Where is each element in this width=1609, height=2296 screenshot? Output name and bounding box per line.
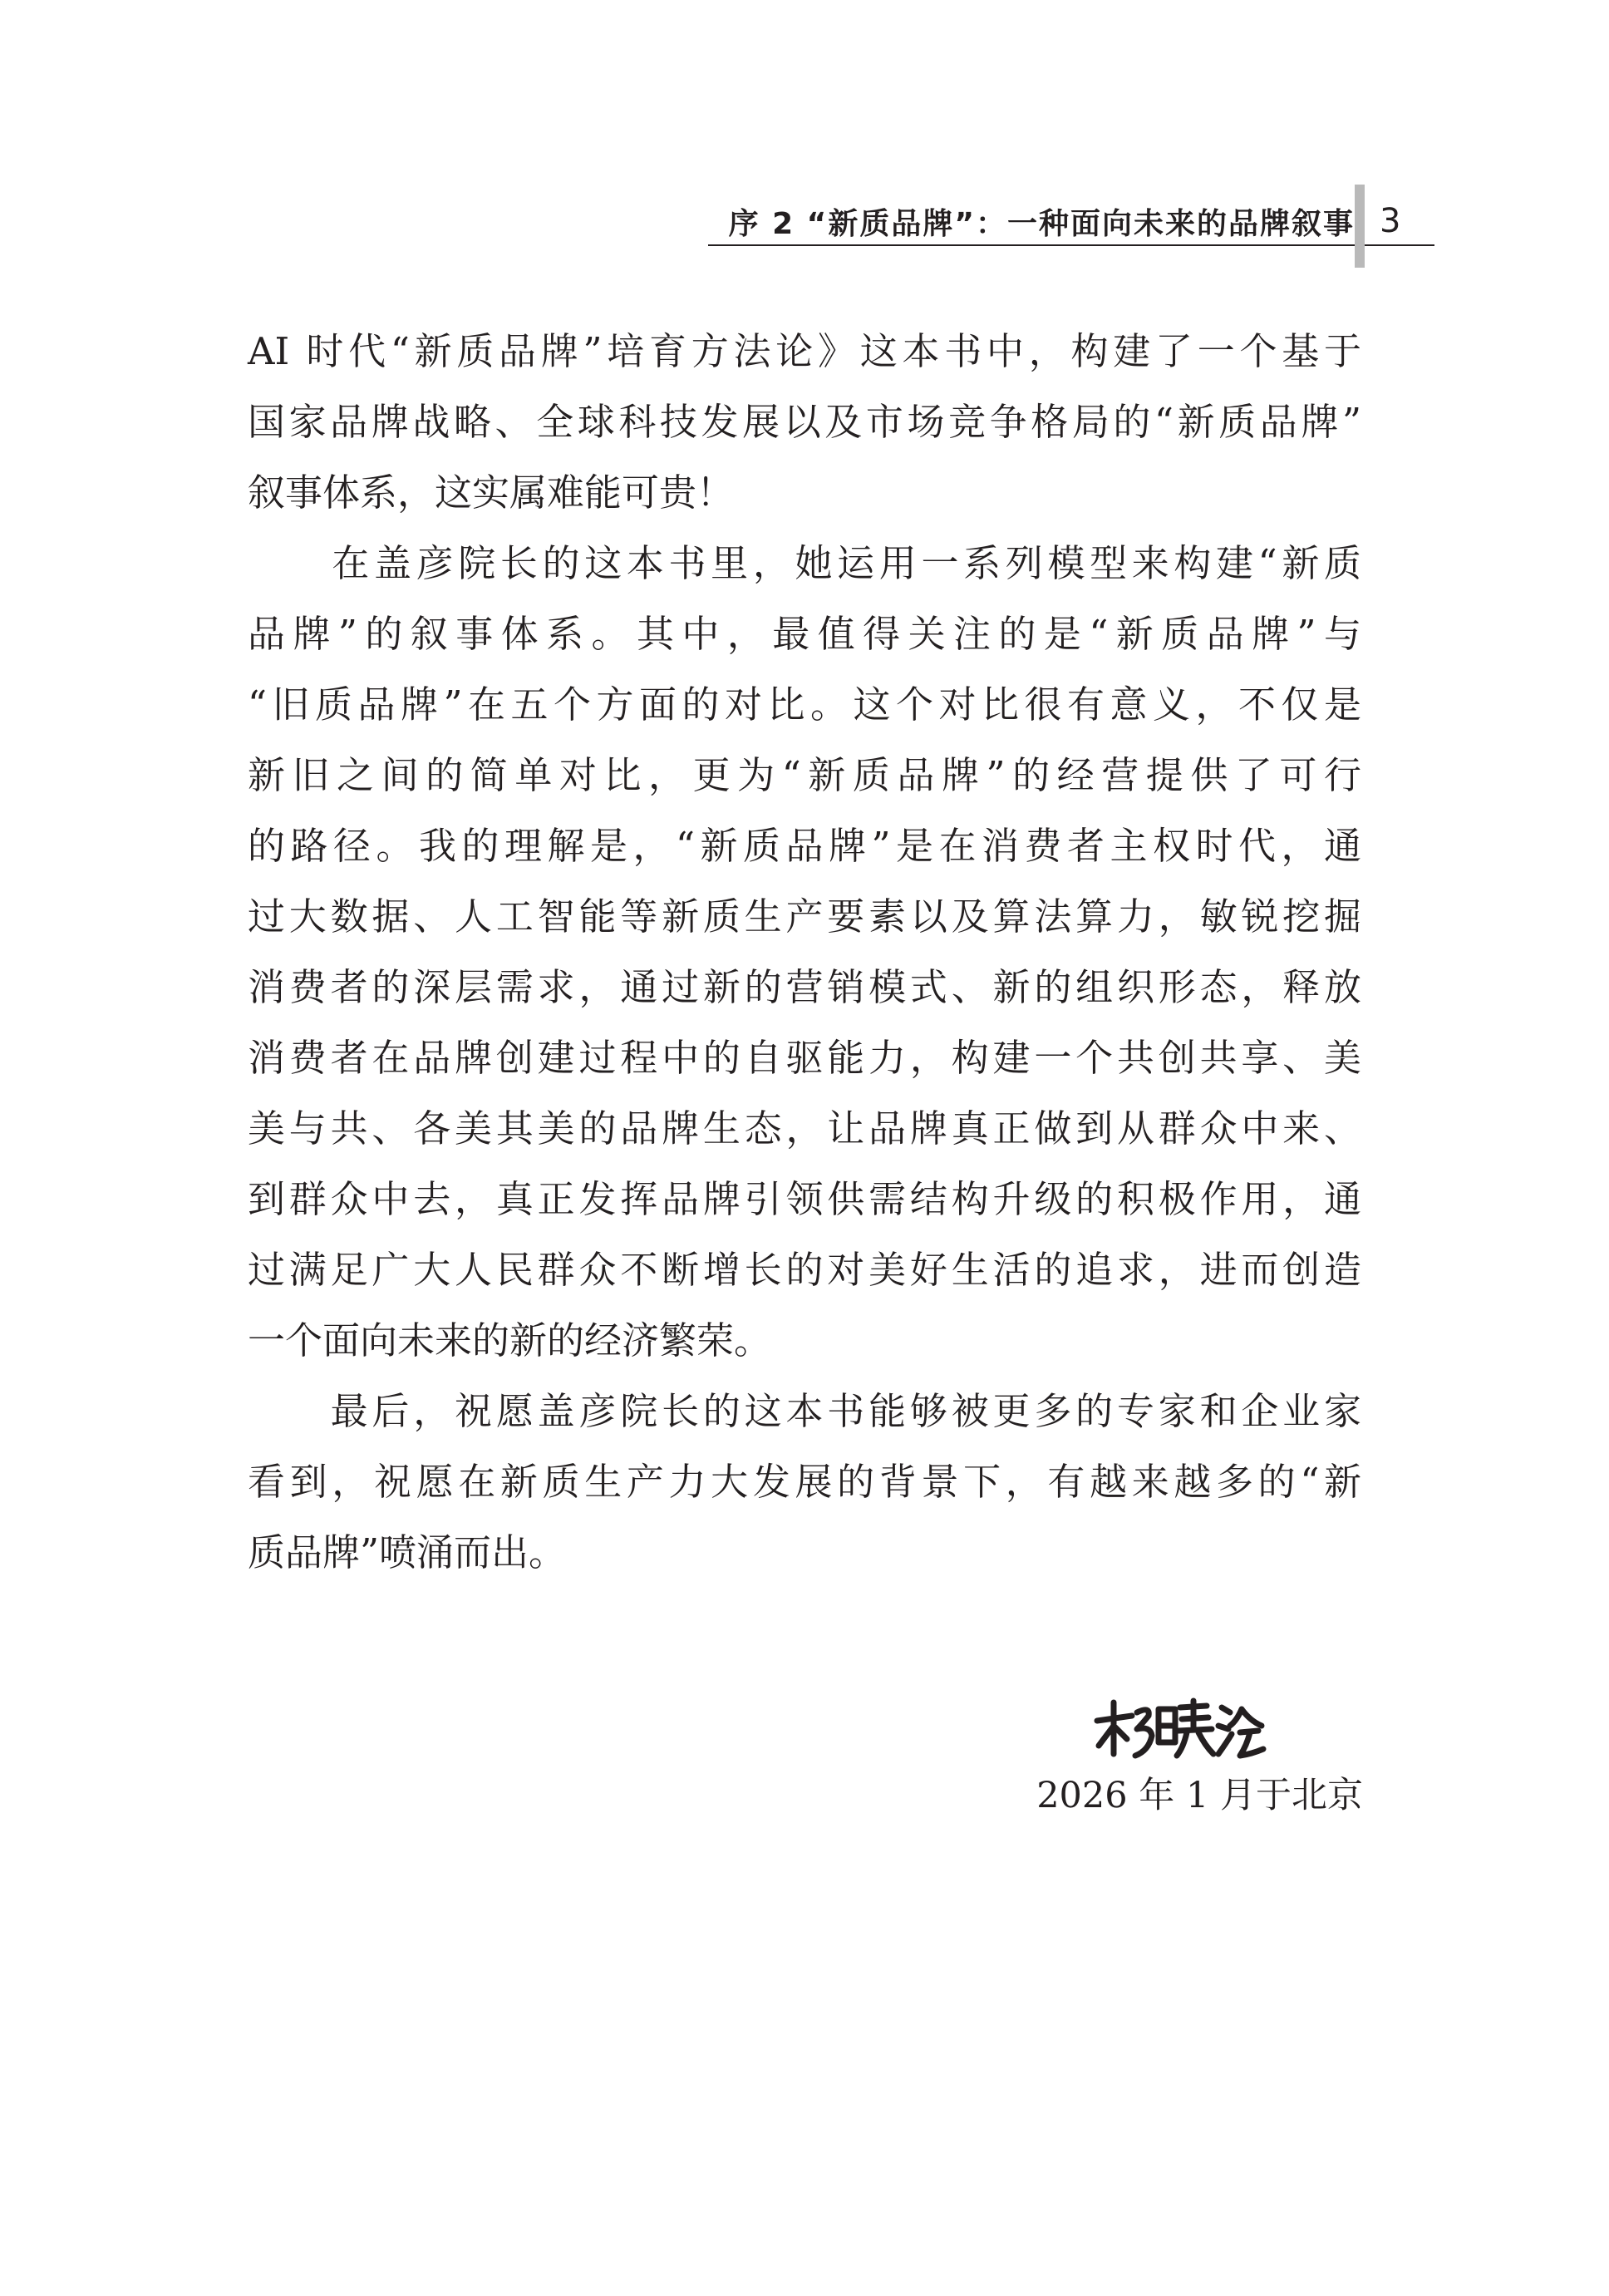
body-line: 过满足广大人民群众不断增长的对美好生活的追求，进而创造 — [248, 1248, 1361, 1292]
dateline: 2026 年 1 月于北京 — [1036, 1775, 1363, 1816]
body-line: 的路径。我的理解是，“新质品牌”是在消费者主权时代，通 — [248, 824, 1361, 868]
page-number: 3 — [1380, 202, 1401, 240]
body-line: 一个面向未来的新的经济繁荣。 — [248, 1318, 772, 1362]
header-side-bar — [1355, 185, 1365, 268]
body-line: 质品牌”喷涌而出。 — [248, 1530, 567, 1574]
body-line: AI 时代“新质品牌”培育方法论》这本书中，构建了一个基于 — [248, 329, 1361, 373]
body-line: 在盖彦院长的这本书里，她运用一系列模型来构建“新质 — [248, 541, 1361, 585]
running-header-title: 序 2 “新质品牌”：一种面向未来的品牌叙事 — [728, 207, 1355, 241]
body-line: 最后，祝愿盖彦院长的这本书能够被更多的专家和企业家 — [248, 1389, 1361, 1433]
body-line: 美与共、各美其美的品牌生态，让品牌真正做到从群众中来、 — [248, 1106, 1361, 1150]
body-line: “旧质品牌”在五个方面的对比。这个对比很有意义，不仅是 — [248, 682, 1361, 727]
body-line: 看到，祝愿在新质生产力大发展的背景下，有越来越多的“新 — [248, 1460, 1361, 1504]
body-line: 消费者的深层需求，通过新的营销模式、新的组织形态，释放 — [248, 965, 1361, 1009]
body-line: 新旧之间的简单对比，更为“新质品牌”的经营提供了可行 — [248, 753, 1361, 797]
body-line: 品牌”的叙事体系。其中，最值得关注的是“新质品牌”与 — [248, 612, 1361, 656]
handwritten-signature — [1089, 1696, 1272, 1762]
body-text — [248, 316, 1361, 1588]
body-line: 国家品牌战略、全球科技发展以及市场竞争格局的“新质品牌” — [248, 400, 1361, 444]
body-line: 消费者在品牌创建过程中的自驱能力，构建一个共创共享、美 — [248, 1036, 1361, 1080]
body-line: 过大数据、人工智能等新质生产要素以及算法算力，敏锐挖掘 — [248, 894, 1361, 939]
body-line: 叙事体系，这实属难能可贵！ — [248, 471, 735, 515]
header-rule — [708, 244, 1434, 246]
body-line: 到群众中去，真正发挥品牌引领供需结构升级的积极作用，通 — [248, 1177, 1361, 1221]
